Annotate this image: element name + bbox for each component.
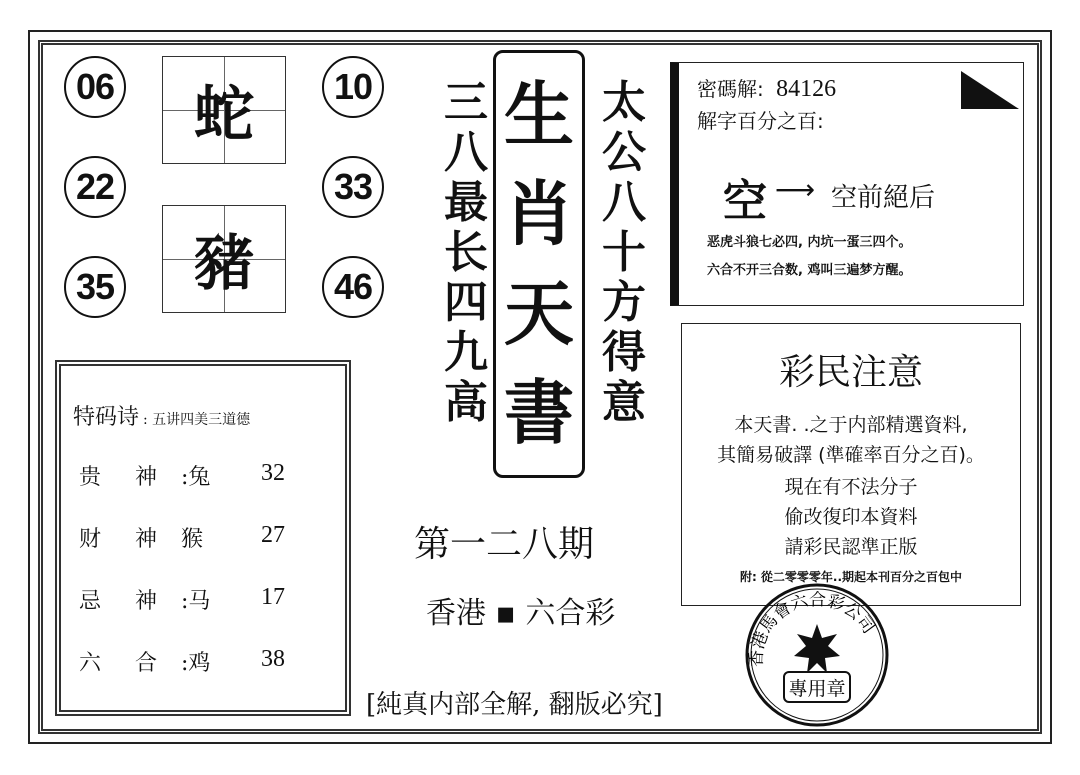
notice-line: 現在有不法分子	[784, 476, 918, 498]
svg-text:專用章: 專用章	[788, 678, 846, 700]
title-char: 書	[504, 371, 574, 455]
password-box	[670, 62, 1024, 306]
zodiac-box	[162, 56, 286, 164]
verse-line: 六合不开三合数, 鸡叫三遍梦方醒。	[707, 263, 912, 278]
poem-row: 忌 神 :马 17	[79, 584, 285, 614]
password-line	[697, 73, 836, 103]
number-circle: 06	[64, 56, 126, 118]
right-vertical-text: 太 公 八 十 方 得 意	[602, 77, 646, 428]
notice-line: 偷改復印本資料	[784, 506, 918, 528]
poem-row: 贵 神 :兔 32	[79, 460, 285, 490]
footer-text: [純真内部全解, 翻版必究]	[366, 690, 663, 720]
title-box	[493, 50, 585, 478]
zodiac-char: 豬	[194, 229, 254, 299]
number-circle: 46	[322, 256, 384, 318]
issue-number: 第一二八期	[414, 524, 595, 565]
poem-row: 六 合 :鸡 38	[79, 646, 285, 676]
verse-line: 恶虎斗狼七必四, 内坑一蛋三四个。	[707, 235, 912, 250]
notice-line: 本天書. .之于内部精選資料,	[734, 414, 968, 436]
left-vertical-text: 三 八 最 长 四 九 高	[444, 77, 488, 428]
arrow-icon: ⟶	[775, 173, 816, 206]
password-value: 84126	[776, 76, 837, 102]
official-stamp	[742, 580, 892, 730]
number-circle: 10	[322, 56, 384, 118]
title-char: 生	[504, 72, 574, 156]
title-char: 天	[504, 271, 574, 355]
password-subtitle: 解字百分之百:	[697, 109, 824, 133]
key-phrase: 空前絕后	[831, 183, 936, 213]
poem-box	[55, 360, 351, 716]
svg-text:香港馬會六合彩公司: 香港馬會六合彩公司	[746, 590, 879, 668]
stamp-seal-icon	[742, 580, 892, 730]
notice-line: 其簡易破譯 (準確率百分之百)。	[717, 444, 985, 466]
poem-row: 财 神 猴 27	[79, 522, 285, 552]
notice-box	[681, 323, 1021, 606]
lottery-name: 香港 ▪ 六合彩	[426, 596, 616, 631]
notice-footnote: 附: 從二零零零年..期起本刊百分之百包中	[739, 570, 963, 584]
notice-title: 彩民注意	[778, 352, 923, 393]
title-char: 肖	[504, 172, 574, 256]
notice-line: 請彩民認準正版	[784, 536, 918, 558]
corner-triangle-icon	[959, 69, 1021, 111]
zodiac-box	[162, 205, 286, 313]
number-circle: 35	[64, 256, 126, 318]
number-circle: 33	[322, 156, 384, 218]
key-char: 空	[723, 176, 767, 227]
zodiac-char: 蛇	[194, 80, 254, 150]
poem-title: 特码诗 : 五讲四美三道德	[73, 405, 251, 430]
number-circle: 22	[64, 156, 126, 218]
password-label: 密碼解:	[697, 77, 764, 101]
